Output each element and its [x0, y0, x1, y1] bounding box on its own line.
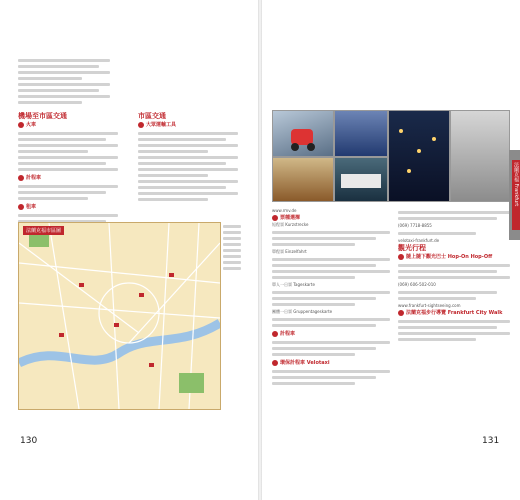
page-number-right: 131	[482, 436, 500, 446]
section-title-airport: 機場至市區交通	[18, 112, 67, 120]
tours-section	[398, 208, 510, 344]
phone-1: (069) 7718-8855	[398, 223, 432, 228]
subhead-taxi-right: 計程車	[272, 330, 390, 338]
subhead-day-ticket: 單人一日票 Tageskarte	[272, 282, 315, 287]
map-graphic	[19, 223, 220, 409]
url-velotaxi: velotaxi-frankfurt.de	[398, 238, 440, 243]
subhead-single-ticket: 單程票 Einzelfahrt	[272, 249, 307, 254]
side-tab-frankfurt: 法蘭克福 Frankfurt	[512, 160, 520, 230]
subhead-city-walk: 法蘭克福步行導覽 Frankfurt City Walk	[398, 309, 510, 317]
city-transport-section	[138, 112, 238, 204]
train-intro-text	[18, 56, 110, 116]
page-number-left: 130	[20, 436, 38, 446]
frankfurt-city-map	[18, 222, 221, 410]
subhead-ticket-types: 票種選擇	[272, 214, 390, 222]
url-sightseeing: www.frankfurt-sightseeing.com	[398, 303, 461, 308]
ticket-section	[272, 208, 390, 388]
section-title-city: 市區交通	[138, 112, 166, 120]
photo-night-street	[388, 110, 450, 202]
subhead-group-ticket: 團體一日票 Gruppentageskarte	[272, 309, 333, 314]
photo-cyclist	[272, 110, 334, 157]
map-title: 法蘭克福市區圖	[23, 226, 64, 235]
photo-lamp	[450, 110, 510, 202]
photo-building	[334, 110, 388, 157]
subhead-velotaxi: 環保計程車 Velotaxi	[272, 359, 390, 367]
subhead-hop-on-hop-off: 隨上隨下觀光巴士 Hop-On Hop-Off	[398, 253, 510, 261]
photo-subway	[334, 157, 388, 202]
url-rmv: www.rmv.de	[272, 208, 297, 213]
subhead-train: 火車	[18, 121, 118, 129]
airport-transport-section	[18, 112, 118, 232]
phone-2: (069) 606-502-010	[398, 282, 436, 287]
subhead-rental: 租車	[18, 203, 118, 211]
subhead-short-ticket: 短程票 Kurzstrecke	[272, 222, 309, 227]
section-title-tours: 觀光行程	[398, 244, 426, 252]
subhead-taxi: 計程車	[18, 174, 118, 182]
photo-tram	[272, 157, 334, 202]
right-page	[262, 0, 520, 500]
subhead-public-transport: 大眾運輸工具	[138, 121, 238, 129]
map-legend	[223, 222, 241, 402]
left-page	[0, 0, 258, 500]
